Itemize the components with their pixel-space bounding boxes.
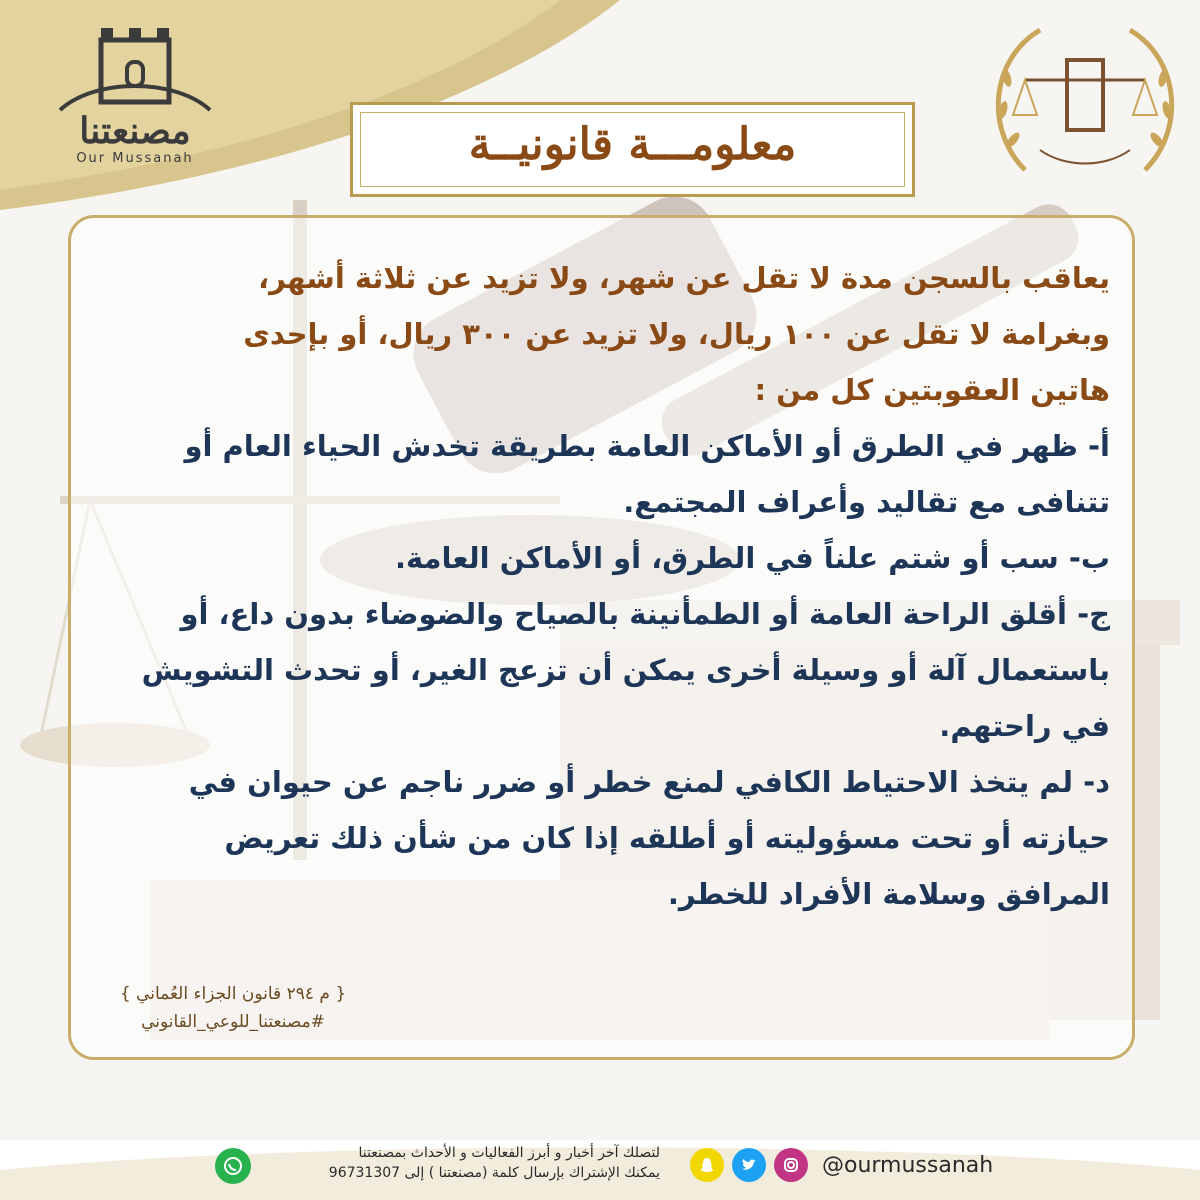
whatsapp-icon[interactable]	[215, 1148, 251, 1184]
snapchat-icon[interactable]	[690, 1148, 724, 1182]
intro-line: هاتين العقوبتين كل من :	[754, 373, 1110, 407]
source-citation-block	[88, 980, 378, 1036]
intro-line: يعاقب بالسجن مدة لا تقل عن شهر، ولا تزيد عن ثلاثة أشهر،	[258, 261, 1110, 295]
brand-name-english: Our Mussanah	[76, 151, 194, 166]
item-line: ج- أقلق الراحة العامة أو الطمأنينة بالصياح والضوضاء بدون داع، أو	[180, 597, 1110, 631]
footer-line-2: يمكنك الإشتراك بإرسال كلمة (مصنعتنا ) إلى 96731307	[328, 1165, 660, 1181]
law-citation: { م ٢٩٤ قانون الجزاء العُماني }	[119, 984, 347, 1004]
item-line: تتنافى مع تقاليد وأعراف المجتمع.	[623, 485, 1110, 519]
item-line: في راحتهم.	[939, 709, 1110, 743]
item-line: د- لم يتخذ الاحتياط الكافي لمنع خطر أو ضرر ناجم عن حيوان في	[188, 765, 1110, 799]
page-title: معلومـــة قانونيــة	[468, 119, 797, 170]
legal-awareness-seal	[985, 20, 1185, 190]
castle-icon	[55, 18, 215, 113]
social-links	[690, 1148, 993, 1182]
title-box	[350, 102, 915, 197]
twitter-icon[interactable]	[732, 1148, 766, 1182]
intro-line: وبغرامة لا تقل عن ١٠٠ ريال، ولا تزيد عن ٣٠٠ ريال، أو بإحدى	[243, 317, 1110, 351]
item-line: حيازته أو تحت مسؤوليته أو أطلقه إذا كان من شأن ذلك تعريض	[224, 821, 1110, 855]
social-handle[interactable]: @ourmussanah	[822, 1152, 994, 1178]
brand-name-arabic: مصنعتنا	[79, 110, 191, 152]
item-line: أ- ظهر في الطرق أو الأماكن العامة بطريقة تخدش الحياء العام أو	[184, 429, 1110, 463]
brand-logo	[55, 18, 215, 166]
instagram-icon[interactable]	[774, 1148, 808, 1182]
item-line: ب- سب أو شتم علناً في الطرق، أو الأماكن العامة.	[394, 541, 1110, 575]
item-line: باستعمال آلة أو وسيلة أخرى يمكن أن تزعج الغير، أو تحدث التشويش	[141, 653, 1110, 687]
footer-line-1: لتصلك آخر أخبار و أبرز الفعاليات و الأحداث بمصنعتنا	[358, 1145, 660, 1161]
legal-text	[90, 250, 1110, 922]
item-line: المرافق وسلامة الأفراد للخطر.	[667, 877, 1110, 911]
hashtag[interactable]: #مصنعتنا_للوعي_القانوني	[141, 1012, 325, 1032]
subscription-info	[280, 1143, 660, 1183]
